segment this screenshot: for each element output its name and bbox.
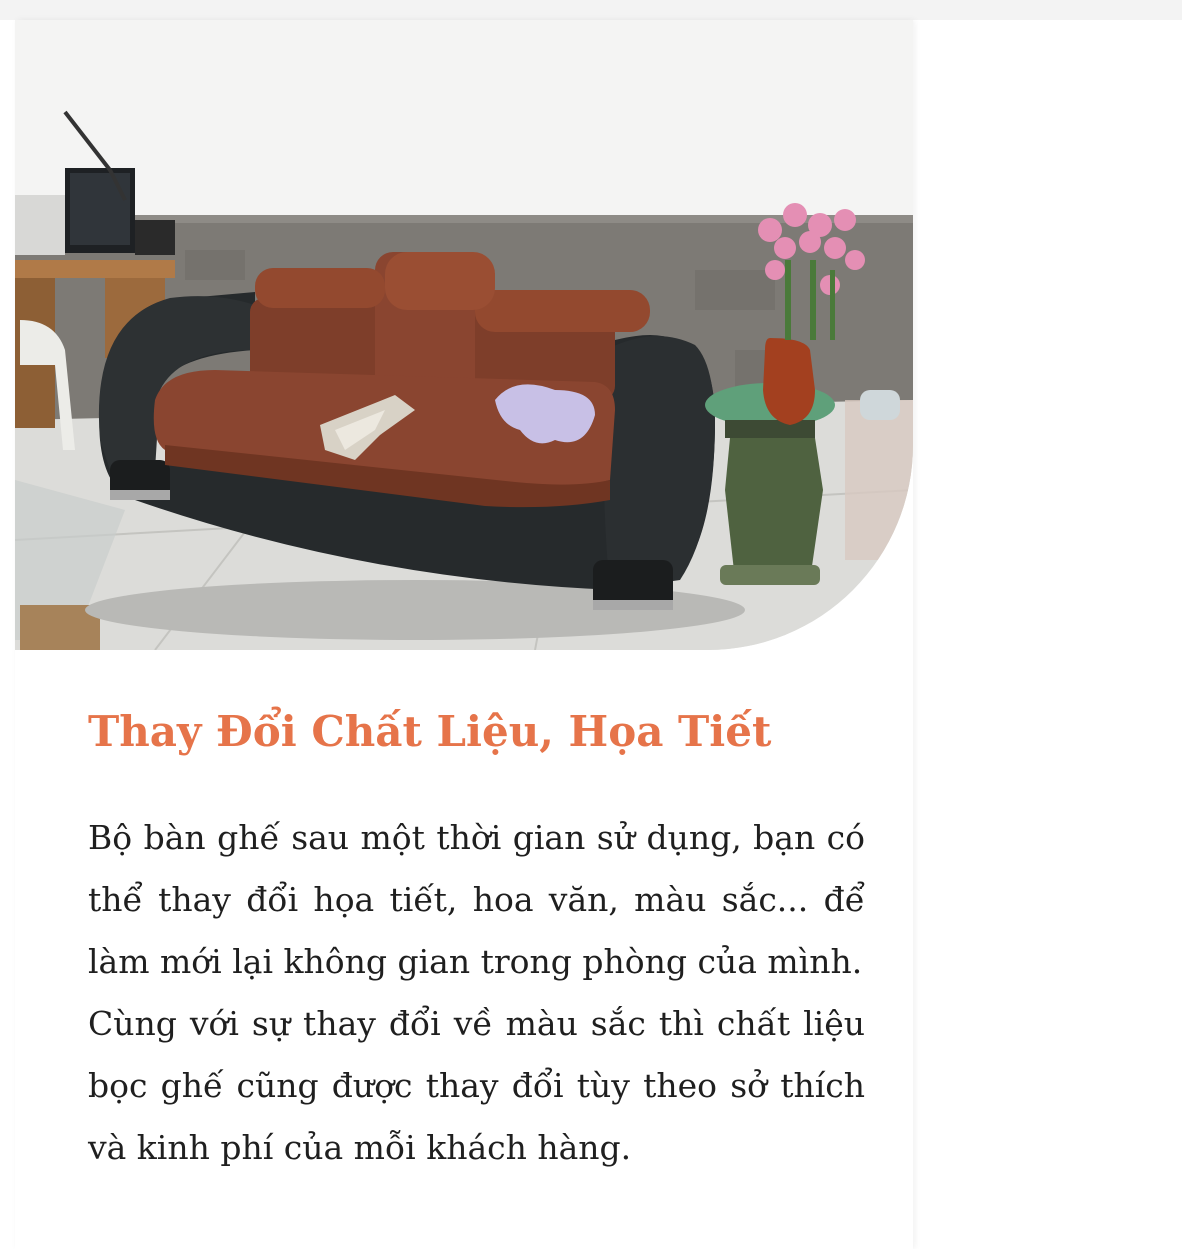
- sofa-photo: [15, 20, 913, 650]
- article-body: [88, 807, 865, 1179]
- article-card: [15, 20, 913, 1249]
- article-title: Thay Đổi Chất Liệu, Họa Tiết: [88, 707, 772, 756]
- paragraph: Cùng với sự thay đổi về màu sắc thì chất liệu bọc ghế cũng được thay đổi tùy theo sở thích và kinh phí của mỗi khách hàng.: [88, 1004, 865, 1167]
- top-background-strip: [0, 0, 1182, 20]
- paragraph: Bộ bàn ghế sau một thời gian sử dụng, bạn có thể thay đổi họa tiết, hoa văn, màu sắc... để làm mới lại không gian trong phòng của mình.: [88, 818, 865, 981]
